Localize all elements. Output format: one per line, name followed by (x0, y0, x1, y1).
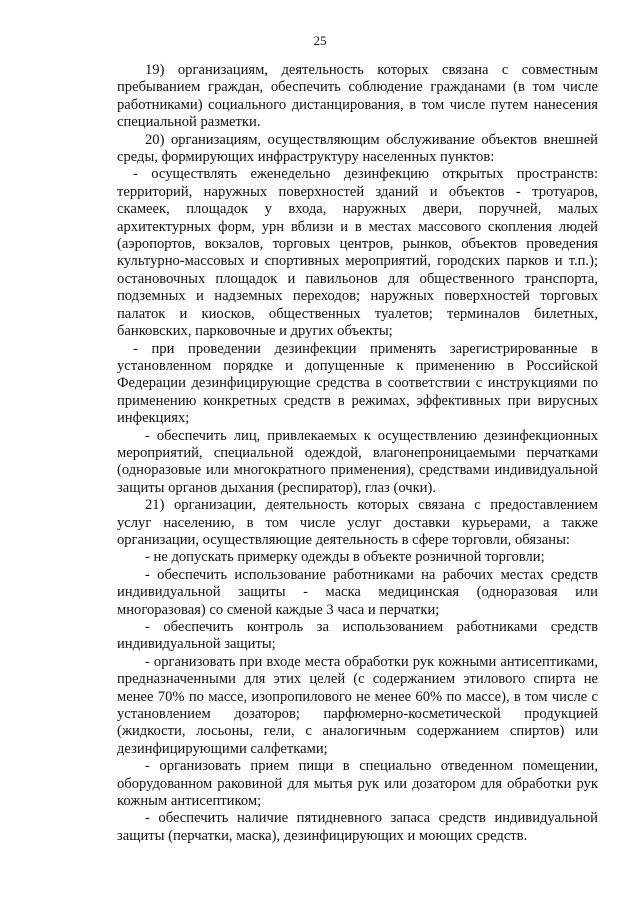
paragraph-hand-sanitizing: - организовать при входе места обработки рук кожными антисептиками, предназначенными для этих целей (с содержанием этилового спирта не менее 70% по массе, изопропилового не менее 60% по массе), в том числе с установлением дозаторов; парфюмерно-косметической продукцией (жидкости, лосьоны, гели, с аналогичным содержанием спиртов) или дезинфицирующими салфетками; (117, 653, 598, 757)
page-number: 25 (313, 33, 327, 48)
paragraph-item-19: 19) организациям, деятельность которых связана с совместным пребыванием граждан, обеспечить соблюдение гражданами (в том числе работниками) социального дистанцирования, в том числе путем нанесения специальной разметки. (117, 62, 598, 131)
paragraph-item-21: 21) организации, деятельность которых связана с предоставлением услуг населению, в том числе услуг доставки курьерами, а также организации, осуществляющие деятельность в сфере торговли, обязаны: (117, 497, 598, 548)
paragraph-supply-reserve: - обеспечить наличие пятидневного запаса средств индивидуальной защиты (перчатки, маска), дезинфицирующих и моющих средств. (117, 810, 598, 844)
paragraph-disinfection-means: - при проведении дезинфекции применять зарегистрированные в установленном порядке и допущенные к применению в Российской Федерации дезинфицирующие средства в соответствии с инструкциями по применению конкретных средств в режимах, эффективных при вирусных инфекциях; (117, 340, 598, 427)
paragraph-meal-room: - организовать прием пищи в специально отведенном помещении, оборудованном раковиной для мытья рук или дозатором для обработки рук кожным антисептиком; (117, 758, 598, 810)
paragraph-no-fitting: - не допускать примерку одежды в объекте розничной торговли; (145, 549, 545, 566)
paragraph-ppe-usage: - обеспечить использование работниками на рабочих местах средств индивидуальной защиты - маска медицинская (одноразовая или многоразовая) со сменой каждые 3 часа и перчатки; (117, 566, 598, 618)
paragraph-disinfection-spaces: - осуществлять еженедельно дезинфекцию открытых пространств: территорий, наружных поверхностей зданий и объектов - тротуаров, скамеек, площадок у входа, наружных двери, поручней, малых архитектурных форм, урн вблизи и в местах массового скопления людей (аэропортов, вокзалов, торговых центров, рынков, объектов проведения культурно-массовых и спортивных мероприятий, городских парков и т.п.); остановочных площадок и павильонов для общественного транспорта, подземных и надземных переходов; наружных поверхностей торговых палаток и киосков, общественных туалетов; терминалов билетных, банковских, парковочные и других объекты; (117, 166, 598, 340)
document-body (117, 62, 598, 845)
paragraph-protective-equipment: - обеспечить лиц, привлекаемых к осуществлению дезинфекционных мероприятий, специальной одеждой, влагонепроницаемыми перчатками (одноразовые или многократного применения), средствами индивидуальной защиты органов дыхания (респиратор), глаз (очки). (117, 427, 598, 496)
paragraph-ppe-control: - обеспечить контроль за использованием работниками средств индивидуальной защиты; (117, 619, 598, 653)
paragraph-item-20: 20) организациям, осуществляющим обслуживание объектов внешней среды, формирующих инфраструктуру населенных пунктов: (117, 131, 598, 166)
